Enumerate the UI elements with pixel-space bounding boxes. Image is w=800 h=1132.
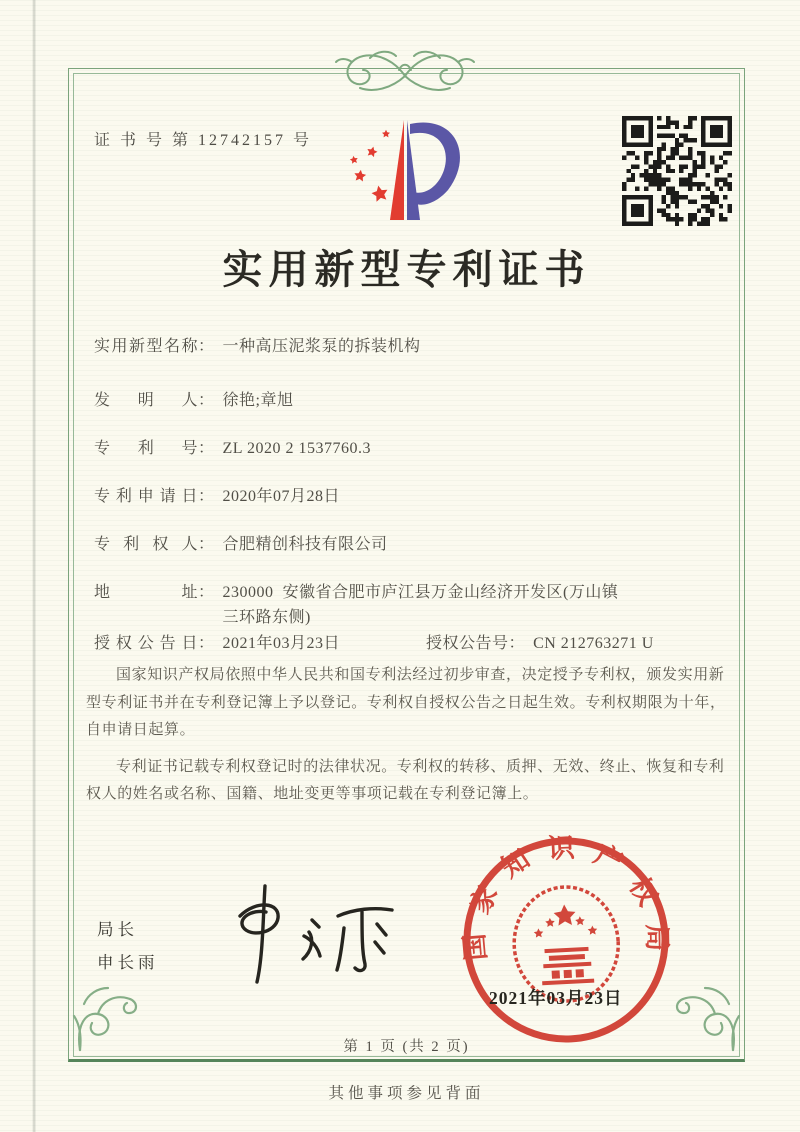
field-value-inventor: 徐艳;章旭 <box>222 392 294 409</box>
field-value-address: 230000 安徽省合肥市庐江县万金山经济开发区(万山镇三环路东侧) <box>222 584 619 626</box>
seal-text: 国家知识产权局 <box>459 832 673 962</box>
field-label: 发明人 <box>94 392 198 409</box>
field-row-filing-date: 专利申请日 ： 2020年07月28日 <box>94 484 340 509</box>
qr-code <box>622 116 732 226</box>
field-row-utility-name: 实用新型名称 ： 一种高压泥浆泵的拆装机构 <box>94 334 421 359</box>
field-label: 专利权人 <box>94 536 198 553</box>
commissioner-name: 申长雨 <box>97 953 159 972</box>
field-row-address: 地址 ： 230000 安徽省合肥市庐江县万金山经济开发区(万山镇三环路东侧) <box>94 580 631 630</box>
field-label: 专利申请日 <box>94 488 198 505</box>
director-signature <box>212 876 417 994</box>
field-value-patent-number: ZL 2020 2 1537760.3 <box>222 440 371 457</box>
field-row-grant: 授权公告日 ： 2021年03月23日 授权公告号 ： CN 212763271 U <box>94 631 654 656</box>
certificate-number: 证 书 号 第 12742157 号 <box>94 132 313 149</box>
legal-paragraph-2: 专利证书记载专利权登记时的法律状况。专利权的转移、质押、无效、终止、恢复和专利权人的姓名或名称、国籍、地址变更等事项记载在专利登记簿上。 <box>86 758 725 802</box>
field-value-patentee: 合肥精创科技有限公司 <box>222 536 388 553</box>
svg-text:国家知识产权局 <box>454 828 673 962</box>
commissioner-title: 局长 <box>97 920 138 939</box>
legal-text <box>86 662 736 818</box>
field-value-grant-number: CN 212763271 U <box>533 635 654 652</box>
field-row-patentee: 专利权人 ： 合肥精创科技有限公司 <box>94 532 388 557</box>
back-side-note: 其他事项参见背面 <box>328 1085 485 1102</box>
field-label: 授权公告日 <box>94 635 198 652</box>
field-value-utility-name: 一种高压泥浆泵的拆装机构 <box>222 338 421 355</box>
cnipa-logo-icon <box>334 110 466 232</box>
page-number: 第 1 页 (共 2 页) <box>343 1039 470 1055</box>
cnipa-official-seal <box>452 826 679 1053</box>
field-label: 专利号 <box>94 440 198 457</box>
field-value-filing-date: 2020年07月28日 <box>222 488 341 505</box>
field-value-grant-date: 2021年03月23日 <box>222 635 341 652</box>
field-label: 实用新型名称 <box>94 338 198 355</box>
field-row-patent-number: 专利号 ： ZL 2020 2 1537760.3 <box>94 436 371 461</box>
field-label: 授权公告号 <box>426 635 509 652</box>
field-label: 地址 <box>94 584 198 601</box>
scan-edge-artifact <box>32 0 36 1132</box>
seal-date: 2021年03月23日 <box>489 988 623 1008</box>
legal-paragraph-1: 国家知识产权局依照中华人民共和国专利法经过初步审查，决定授予专利权，颁发实用新型专利证书并在专利登记簿上予以登记。专利权自授权公告之日起生效。专利权期限为十年，自申请日起算。 <box>86 667 726 738</box>
certificate-title: 实用新型专利证书 <box>222 247 591 292</box>
field-row-inventor: 发明人 ： 徐艳;章旭 <box>94 388 293 413</box>
